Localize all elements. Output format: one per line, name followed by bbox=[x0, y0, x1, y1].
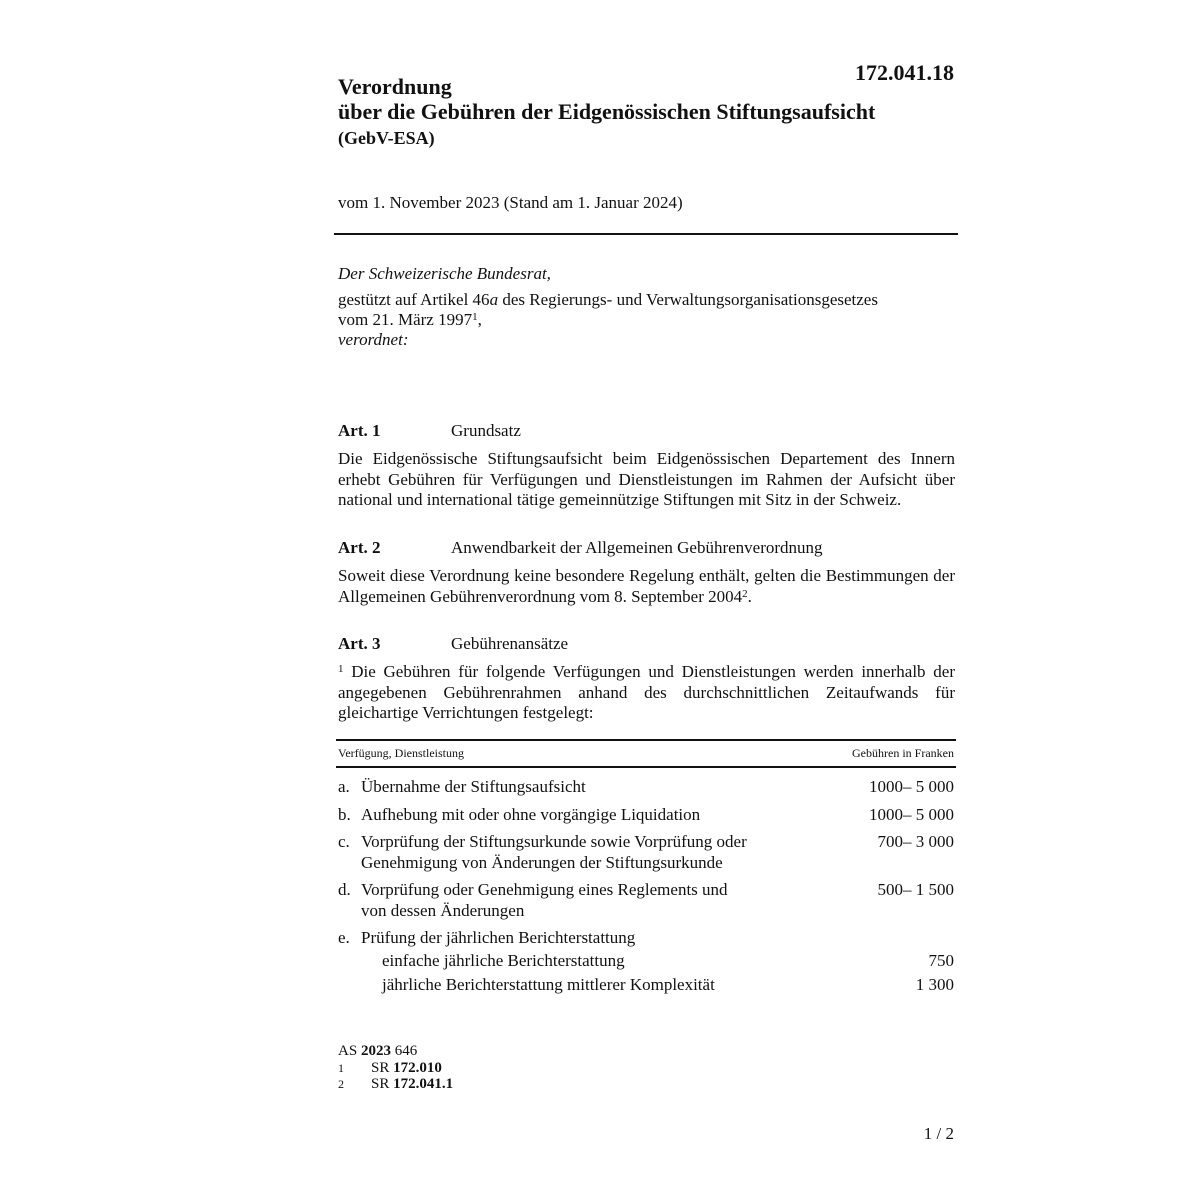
table-row: e. Prüfung der jährlichen Berichterstattung bbox=[336, 928, 956, 949]
page-number: 1 / 2 bbox=[923, 1124, 954, 1143]
official-compilation-ref: AS 2023 646 bbox=[338, 1043, 418, 1059]
article-1-title: Grundsatz bbox=[451, 421, 521, 440]
preamble-authority: Der Schweizerische Bundesrat, bbox=[338, 264, 551, 283]
fee-amount: 500– 1 500 bbox=[877, 880, 954, 899]
article-1-text: Die Eidgenössische Stiftungsaufsicht beim Eidgenössischen Departement des Innern erhebt Gebühren für Verfügungen und Dienstleistungen im Rahmen der Aufsicht über national und international tätige gemeinnützige Stiftungen mit Sitz in der Schweiz. bbox=[338, 449, 955, 509]
footnote-ref-2[interactable]: 2 bbox=[742, 587, 748, 600]
table-header bbox=[336, 741, 956, 766]
footnote-1-link[interactable]: 172.010 bbox=[393, 1060, 442, 1076]
footnote-1: 1 SR 172.010 bbox=[338, 1060, 442, 1076]
fee-amount: 1000– 5 000 bbox=[869, 777, 954, 796]
fee-amount: 700– 3 000 bbox=[877, 832, 954, 851]
sr-number: 172.041.18 bbox=[855, 60, 954, 85]
title-abbreviation: (GebV-ESA) bbox=[338, 128, 435, 148]
article-3-title: Gebührenansätze bbox=[451, 634, 569, 653]
table-row: c. Vorprüfung der Stiftungsurkunde sowie Vorprüfung oder Genehmigung von Änderungen der Stiftungsurkunde 700– 3 000 bbox=[338, 832, 954, 872]
table-row: a. Übernahme der Stiftungsaufsicht 1000– 5 000 bbox=[338, 777, 954, 796]
fee-amount: 750 bbox=[928, 950, 954, 970]
article-1-heading bbox=[338, 421, 958, 441]
table-row: b. Aufhebung mit oder ohne vorgängige Liquidation 1000– 5 000 bbox=[338, 804, 954, 824]
article-2-text: Soweit diese Verordnung keine besondere Regelung enthält, gelten die Bestimmungen der Allgemeinen Gebührenverordnung vom 8. September 2004$^2$. bbox=[338, 566, 955, 606]
fee-amount bbox=[954, 928, 956, 949]
footnote-ref-1[interactable]: 1 bbox=[472, 311, 478, 323]
table-subrow: einfache jährliche Berichterstattung 750 bbox=[336, 949, 956, 973]
title-line-1: Verordnung bbox=[338, 74, 452, 99]
preamble-ordains: verordnet: bbox=[338, 330, 409, 349]
article-3-text: $^1$ Die Gebühren für folgende Verfügungen und Dienstleistungen werden innerhalb der angegebenen Gebührenrahmen anhand des durchschnittlichen Zeitaufwands für gleichartige Verrichtungen festgelegt: bbox=[338, 662, 955, 722]
table-subrow: jährliche Berichterstattung mittlerer Komplexität 1 300 bbox=[336, 973, 956, 997]
article-2-title: Anwendbarkeit der Allgemeinen Gebührenverordnung bbox=[451, 538, 823, 557]
fee-amount: 1000– 5 000 bbox=[869, 804, 954, 824]
article-3-number: Art. 3 bbox=[338, 634, 381, 653]
fee-amount: 1 300 bbox=[915, 974, 954, 994]
footnote-2-link[interactable]: 172.041.1 bbox=[393, 1076, 454, 1092]
header-divider bbox=[334, 233, 958, 235]
paragraph-marker: 1 bbox=[338, 663, 344, 675]
preamble bbox=[338, 264, 958, 350]
document-title bbox=[338, 74, 978, 124]
table-header-fees: Gebühren in Franken bbox=[852, 746, 954, 760]
footnotes bbox=[338, 1042, 453, 1092]
article-3-heading bbox=[338, 634, 958, 654]
table-header-service: Verfügung, Dienstleistung bbox=[338, 746, 464, 760]
title-line-2: über die Gebühren der Eidgenössischen Stiftungsaufsicht bbox=[338, 99, 876, 124]
date-line: vom 1. November 2023 (Stand am 1. Januar 2024) bbox=[338, 193, 683, 212]
article-1-number: Art. 1 bbox=[338, 421, 381, 440]
table-row: d. Vorprüfung oder Genehmigung eines Reglements und von dessen Änderungen 500– 1 500 bbox=[338, 880, 954, 920]
fee-table bbox=[336, 739, 956, 997]
article-2-number: Art. 2 bbox=[338, 538, 381, 557]
preamble-basis: gestützt auf Artikel 46a des Regierungs- und Verwaltungsorganisationsgesetzes vom 21. März 1997$^1$, bbox=[338, 290, 878, 329]
table-header-rule bbox=[336, 766, 956, 768]
article-2-heading bbox=[338, 538, 958, 558]
footnote-2: 2 SR 172.041.1 bbox=[338, 1076, 454, 1092]
